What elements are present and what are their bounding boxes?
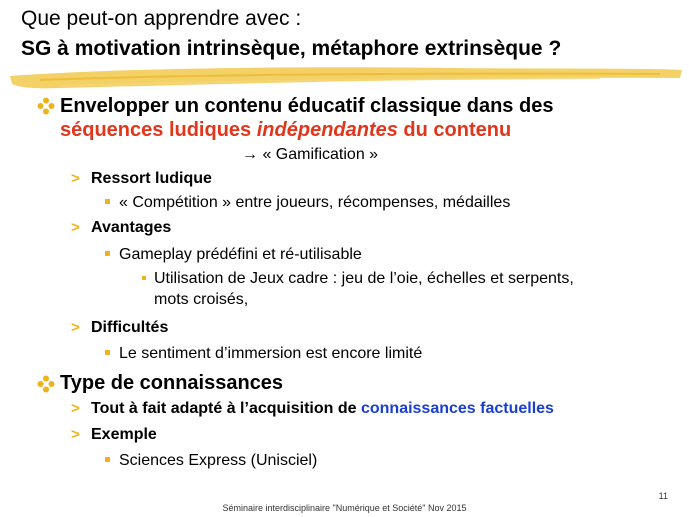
chevron-bullet-icon: > xyxy=(71,319,80,336)
square-bullet-icon xyxy=(105,350,110,355)
item-immersion: Le sentiment d’immersion est encore limité xyxy=(119,345,423,362)
red-text-end: du contenu xyxy=(397,119,512,141)
slide-title-line2: SG à motivation intrinsèque, métaphore extrinsèque ? xyxy=(21,37,562,60)
item-jeux-cadre-line2: mots croisés, xyxy=(154,291,249,308)
diamond-bullet-icon xyxy=(37,375,55,393)
heading-ressort-ludique: Ressort ludique xyxy=(91,170,212,187)
red-italic-text: indépendantes xyxy=(256,119,398,141)
heading-avantages: Avantages xyxy=(91,219,172,236)
diamond-bullet-icon xyxy=(37,97,55,115)
bullet-envelopper-line2 xyxy=(60,117,511,143)
heading-adapte xyxy=(91,398,554,420)
heading-difficultes: Difficultés xyxy=(91,319,169,336)
bullet-type-connaissances: Type de connaissances xyxy=(60,372,284,394)
slide-title-line1: Que peut-on apprendre avec : xyxy=(21,7,302,30)
red-text: séquences ludiques xyxy=(60,119,257,141)
heading-exemple: Exemple xyxy=(91,426,157,443)
chevron-bullet-icon: > xyxy=(71,426,80,443)
bullet-envelopper-line1: Envelopper un contenu éducatif classique dans des xyxy=(60,95,554,117)
item-gameplay: Gameplay prédéfini et ré-utilisable xyxy=(119,246,362,263)
square-bullet-icon xyxy=(105,251,110,256)
yellow-brush-stroke xyxy=(0,62,689,94)
slide-footer: Séminaire interdisciplinaire "Numérique et Société" Nov 2015 xyxy=(222,503,467,513)
item-jeux-cadre-line1: Utilisation de Jeux cadre : jeu de l’oie, échelles et serpents, xyxy=(154,270,574,287)
adapte-prefix-text: Tout à fait adapté à l’acquisition de xyxy=(91,400,361,417)
chevron-bullet-icon: > xyxy=(71,219,80,236)
gamification-line xyxy=(242,144,378,166)
right-arrow-icon: → xyxy=(242,146,258,163)
item-competition: « Compétition » entre joueurs, récompenses, médailles xyxy=(119,194,511,211)
chevron-bullet-icon: > xyxy=(71,170,80,187)
dot-bullet-icon xyxy=(142,276,146,280)
connaissances-factuelles-text: connaissances factuelles xyxy=(360,400,554,417)
square-bullet-icon xyxy=(105,457,110,462)
page-number: 11 xyxy=(658,491,668,501)
gamification-text: « Gamification » xyxy=(258,146,379,163)
item-sciences-express: Sciences Express (Unisciel) xyxy=(119,452,318,469)
chevron-bullet-icon: > xyxy=(71,400,80,417)
square-bullet-icon xyxy=(105,199,110,204)
